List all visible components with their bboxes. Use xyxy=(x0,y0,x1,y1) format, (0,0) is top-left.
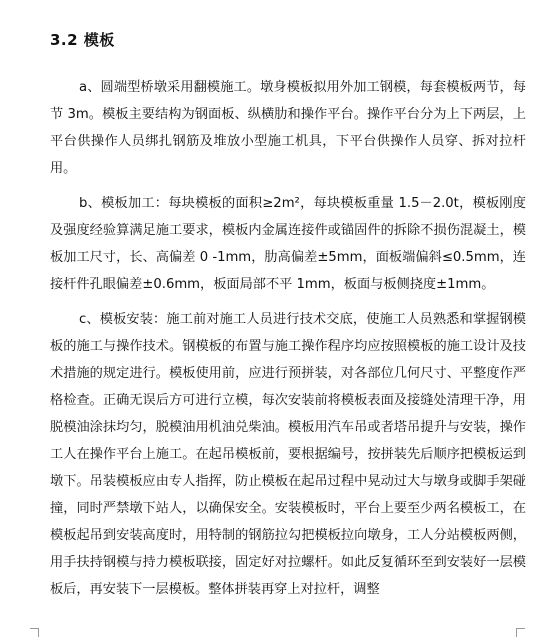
paragraph-c: c、模板安装：施工前对施工人员进行技术交底，使施工人员熟悉和掌握钢模板的施工与操作技术。钢模板的布置与施工操作程序均应按照模板的施工设计及技术措施的规定进行。模板使用前，应进行预拼装，对各部位几何尺寸、平整度作严格检查。正确无误后方可进行立模，每次安装前将模板表面及接缝处清理干净，用脱模油涂抹均匀，脱模油用机油兑柴油。模板用汽车吊或者塔吊提升与安装，操作工人在操作平台上施工。在起吊模板前，要根据编号，按拼装先后顺序把模板运到墩下。吊装模板应由专人指挥，防止模板在起吊过程中晃动过大与墩身或脚手架碰撞，同时严禁墩下站人，以确保安全。安装模板时，平台上要至少两名模板工，在模板起吊到安装高度时，用特制的钢筋拉勾把模板拉向墩身，工人分站模板两侧，用手扶持钢模与持力模板联接，固定好对拉螺杆。如此反复循环至到安装好一层模板后，再安装下一层模板。整体拼装再穿上对拉杆，调整 xyxy=(50,312,526,597)
page-corner-mark-left xyxy=(30,628,39,637)
paragraph-b: b、模板加工：每块模板的面积≥2m²，每块模板重量 1.5－2.0t，模板刚度及强度经验算满足施工要求，模板内金属连接件或锚固件的拆除不损伤混凝土，模板加工尺寸，长、高偏差 0 -1mm，肋高偏差±5mm，面板端偏斜≤0.5mm，连接杆件孔眼偏差±0.6mm，板面局部不平 1mm，板面与板侧挠度±1mm。 xyxy=(50,196,526,292)
page-corner-mark-right xyxy=(516,628,525,637)
document-body xyxy=(50,74,526,611)
section-heading: 3.2 模板 xyxy=(50,31,115,49)
paragraph-a: a、圆端型桥墩采用翻模施工。墩身模板拟用外加工钢模，每套模板两节，每节 3m。模板主要结构为钢面板、纵横肋和操作平台。操作平台分为上下两层，上平台供操作人员绑扎钢筋及堆放小型施工机具，下平台供操作人员穿、拆对拉杆用。 xyxy=(50,80,526,176)
